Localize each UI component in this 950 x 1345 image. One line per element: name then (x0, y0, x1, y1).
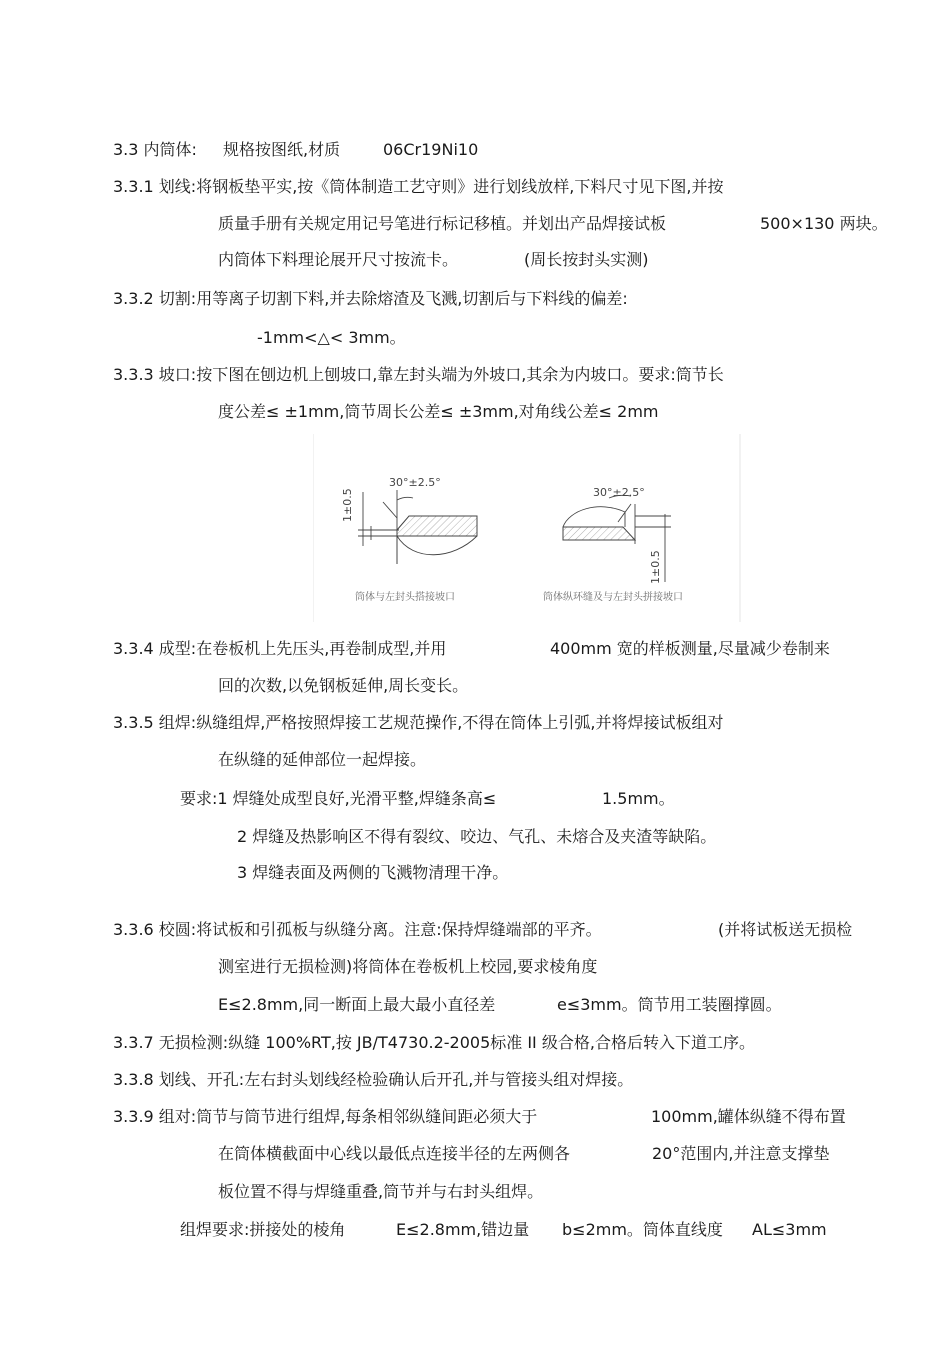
section-3-3-8: 3.3.8 划线、开孔:左右封头划线经检验确认后开孔,并与管接头组对焊接。 (113, 1070, 634, 1089)
left-bevel-drawing (341, 476, 477, 603)
section-3-3-material: 06Cr19Ni10 (383, 140, 479, 159)
section-3-3-6-line3a: E≤2.8mm,同一断面上最大最小直径差 (218, 995, 496, 1014)
requirement-1a: 要求:1 焊缝处成型良好,光滑平整,焊缝条高≤ (180, 789, 497, 808)
section-3-3-1-line2b: 500×130 两块。 (760, 214, 888, 233)
left-caption: 筒体与左封头搭接坡口 (355, 592, 455, 603)
section-3-3-7: 3.3.7 无损检测:纵缝 100%RT,按 JB/T4730.2-2005标准 II 级合格,合格后转入下道工序。 (113, 1033, 755, 1052)
section-3-3-9-line1a: 3.3.9 组对:筒节与筒节进行组焊,每条相邻纵缝间距必须大于 (113, 1107, 538, 1126)
section-3-3-6-line1b: (并将试板送无损检 (718, 920, 853, 939)
section-3-3-9-line2a: 在筒体横截面中心线以最低点连接半径的左两侧各 (218, 1144, 571, 1163)
section-3-3-1-line3a: 内筒体下料理论展开尺寸按流卡。 (218, 250, 459, 269)
section-3-3-1-line1: 3.3.1 划线:将钢板垫平实,按《筒体制造工艺守则》进行划线放样,下料尺寸见下图,并按 (113, 177, 724, 196)
section-3-3-9-line2b: 20°范围内,并注意支撑垫 (652, 1144, 830, 1163)
right-caption: 筒体纵环缝及与左封头拼接坡口 (543, 592, 683, 603)
requirement-1b: 1.5mm。 (602, 789, 675, 808)
section-3-3-4-line1a: 3.3.4 成型:在卷板机上先压头,再卷制成型,并用 (113, 639, 447, 658)
assembly-req-a: 组焊要求:拼接处的棱角 (180, 1220, 346, 1239)
section-3-3-2-line1: 3.3.2 切割:用等离子切割下料,并去除熔渣及飞溅,切割后与下料线的偏差: (113, 289, 628, 308)
section-3-3-9-line3: 板位置不得与焊缝重叠,筒节并与右封头组焊。 (218, 1182, 544, 1201)
right-angle-label: 30°±2.5° (593, 486, 645, 499)
section-3-3-1-line2a: 质量手册有关规定用记号笔进行标记移植。并划出产品焊接试板 (218, 214, 667, 233)
section-3-3-6-line3b: e≤3mm。筒节用工装圈撑圆。 (557, 995, 782, 1014)
requirement-2: 2 焊缝及热影响区不得有裂纹、咬边、气孔、未熔合及夹渣等缺陷。 (237, 827, 717, 846)
assembly-req-c: b≤2mm。筒体直线度 (562, 1220, 723, 1239)
section-3-3-6-line2: 测室进行无损检测)将筒体在卷板机上校园,要求棱角度 (218, 957, 598, 976)
assembly-req-b: E≤2.8mm,错边量 (396, 1220, 530, 1239)
section-3-3-5-line2: 在纵缝的延伸部位一起焊接。 (218, 750, 427, 769)
section-3-3-9-line1b: 100mm,罐体纵缝不得布置 (651, 1107, 846, 1126)
section-3-3-3-line1: 3.3.3 坡口:按下图在刨边机上刨坡口,靠左封头端为外坡口,其余为内坡口。要求:筒节长 (113, 365, 724, 384)
section-3-3-4-line2: 回的次数,以免钢板延伸,周长变长。 (218, 676, 469, 695)
assembly-req-d: AL≤3mm (752, 1220, 827, 1239)
section-3-3-2-line2: -1mm<△< 3mm。 (257, 328, 406, 347)
section-3-3-4-line1b: 400mm 宽的样板测量,尽量减少卷制来 (550, 639, 830, 658)
section-3-3-6-line1a: 3.3.6 校圆:将试板和引孤板与纵缝分离。注意:保持焊缝端部的平齐。 (113, 920, 602, 939)
requirement-3: 3 焊缝表面及两侧的飞溅物清理干净。 (237, 863, 509, 882)
section-3-3-label: 3.3 内筒体: (113, 140, 197, 159)
left-angle-label: 30°±2.5° (389, 476, 441, 489)
section-3-3-5-line1: 3.3.5 组焊:纵缝组焊,严格按照焊接工艺规范操作,不得在筒体上引弧,并将焊接试板组对 (113, 713, 724, 732)
right-bevel-drawing (543, 486, 683, 603)
section-3-3-1-line3b: (周长按封头实测) (524, 250, 649, 269)
right-dim-label: 1±0.5 (649, 550, 662, 584)
bevel-figure (313, 434, 741, 622)
section-3-3-3-line2: 度公差≤ ±1mm,筒节周长公差≤ ±3mm,对角线公差≤ 2mm (218, 402, 659, 421)
section-3-3-spec: 规格按图纸,材质 (223, 140, 341, 159)
left-dim-label: 1±0.5 (341, 488, 354, 522)
